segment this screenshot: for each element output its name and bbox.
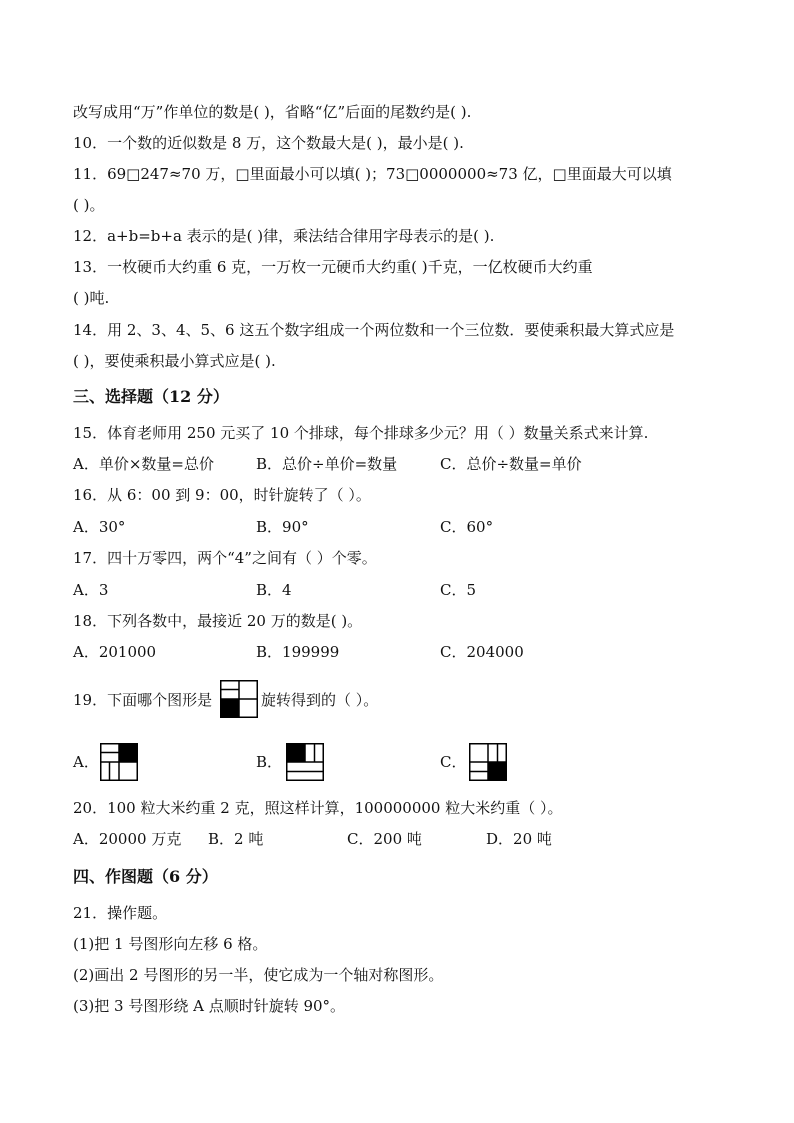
q21-step-3: (3)把 3 号图形绕 A 点顺时针旋转 90°。 bbox=[73, 997, 346, 1015]
q14-line1: 14．用 2、3、4、5、6 这五个数字组成一个两位数和一个三位数．要使乘积最大算式应是 bbox=[73, 321, 675, 339]
q21-stem: 21．操作题。 bbox=[73, 904, 168, 922]
q16-option-a[interactable]: A．30° bbox=[73, 518, 126, 536]
section-3-title: 三、选择题（12 分） bbox=[73, 387, 229, 406]
q16-option-b[interactable]: B．90° bbox=[256, 518, 309, 536]
q18-option-a[interactable]: A．201000 bbox=[73, 643, 157, 661]
q18-stem: 18．下列各数中，最接近 20 万的数是( )。 bbox=[73, 612, 363, 630]
q17-option-a[interactable]: A．3 bbox=[73, 581, 109, 599]
q11-line2: ( )。 bbox=[73, 196, 105, 214]
q19-option-c-label[interactable]: C． bbox=[440, 753, 467, 771]
q12: 12．a+b=b+a 表示的是( )律，乘法结合律用字母表示的是( ). bbox=[73, 227, 495, 245]
q10: 10．一个数的近似数是 8 万，这个数最大是( )，最小是( ). bbox=[73, 134, 464, 152]
q14-line2: ( )，要使乘积最小算式应是( ). bbox=[73, 352, 276, 370]
q15-option-b[interactable]: B．总价÷单价=数量 bbox=[256, 455, 398, 473]
q11-line1: 11．69□247≈70 万，□里面最小可以填( )；73□0000000≈73 亿，□里面最大可以填 bbox=[73, 165, 672, 183]
q13-line2: ( )吨. bbox=[73, 289, 110, 307]
q21-step-1: (1)把 1 号图形向左移 6 格。 bbox=[73, 935, 268, 953]
q16-stem: 16．从 6：00 到 9：00，时针旋转了（ ）。 bbox=[73, 486, 371, 504]
rotation-figure-option-a-icon[interactable] bbox=[100, 743, 138, 781]
q17-stem: 17．四十万零四，两个“4”之间有（ ）个零。 bbox=[73, 549, 377, 567]
q15-option-c[interactable]: C．总价÷数量=单价 bbox=[440, 455, 582, 473]
q17-option-b[interactable]: B．4 bbox=[256, 581, 292, 599]
q15-stem: 15．体育老师用 250 元买了 10 个排球，每个排球多少元？用（ ）数量关系式来计算. bbox=[73, 424, 649, 442]
q15-option-a[interactable]: A．单价×数量=总价 bbox=[73, 455, 214, 473]
q18-option-b[interactable]: B．199999 bbox=[256, 643, 340, 661]
rotation-figure-option-b-icon[interactable] bbox=[286, 743, 324, 781]
q19-stem-before: 19．下面哪个图形是 bbox=[73, 691, 213, 709]
q19-option-a-label[interactable]: A． bbox=[73, 753, 99, 771]
q17-option-c[interactable]: C．5 bbox=[440, 581, 477, 599]
q19-stem-after: 旋转得到的（ ）。 bbox=[261, 691, 379, 709]
section-4-title: 四、作图题（6 分） bbox=[73, 867, 218, 886]
q18-option-c[interactable]: C．204000 bbox=[440, 643, 524, 661]
q20-option-d[interactable]: D．20 吨 bbox=[486, 830, 552, 848]
rotation-figure-original-icon bbox=[220, 680, 258, 718]
rotation-figure-option-c-icon[interactable] bbox=[469, 743, 507, 781]
q20-option-a[interactable]: A．20000 万克 bbox=[73, 830, 182, 848]
q19-option-b-label[interactable]: B． bbox=[256, 753, 283, 771]
q9-continuation: 改写成用“万”作单位的数是( )，省略“亿”后面的尾数约是( ). bbox=[73, 103, 472, 121]
q13-line1: 13．一枚硬币大约重 6 克，一万枚一元硬币大约重( )千克，一亿枚硬币大约重 bbox=[73, 258, 593, 276]
q20-stem: 20．100 粒大米约重 2 克，照这样计算，100000000 粒大米约重（ ）。 bbox=[73, 799, 563, 817]
q20-option-b[interactable]: B．2 吨 bbox=[208, 830, 264, 848]
q16-option-c[interactable]: C．60° bbox=[440, 518, 494, 536]
q20-option-c[interactable]: C．200 吨 bbox=[347, 830, 422, 848]
q21-step-2: (2)画出 2 号图形的另一半，使它成为一个轴对称图形。 bbox=[73, 966, 444, 984]
